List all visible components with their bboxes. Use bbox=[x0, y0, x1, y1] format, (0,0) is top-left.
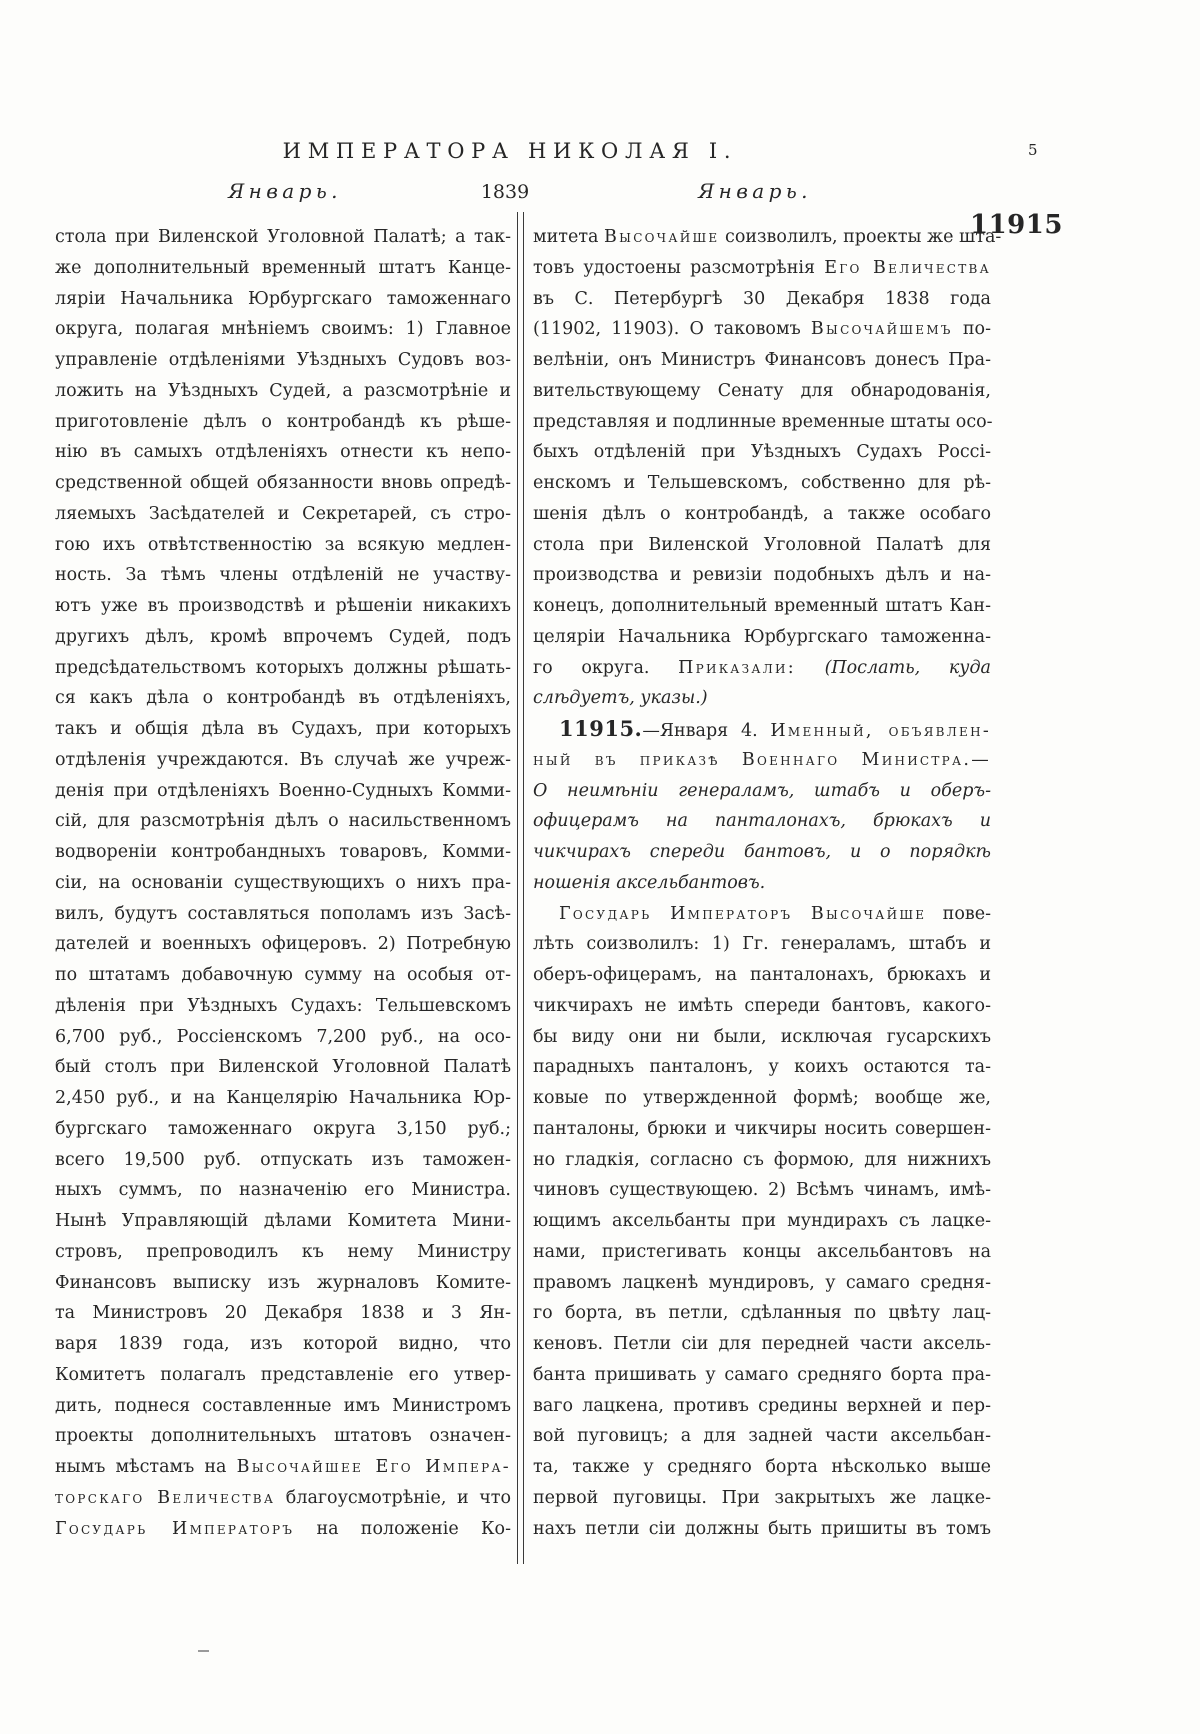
text-run: конецъ, дополнительный временный штатъ Кан- bbox=[533, 596, 991, 616]
text-line bbox=[533, 1268, 991, 1299]
text-line bbox=[533, 407, 991, 438]
text-run: другихъ дѣлъ, кромѣ впрочемъ Судей, подъ bbox=[55, 626, 511, 647]
text-run: ность. За тѣмъ члены отдѣленій не участву- bbox=[55, 565, 511, 586]
text-run: по- bbox=[952, 319, 991, 340]
text-line bbox=[533, 591, 991, 622]
text-run: на положеніе Ко- bbox=[294, 1518, 511, 1539]
text-line bbox=[533, 683, 991, 714]
text-line bbox=[55, 468, 511, 499]
text-line bbox=[533, 1083, 991, 1114]
text-line bbox=[55, 1175, 511, 1206]
text-run: чикчирахъ спереди бантовъ, и о порядкѣ bbox=[533, 842, 991, 862]
text-line bbox=[55, 1483, 511, 1514]
text-run: Государь Императоръ Высочайше bbox=[559, 903, 927, 924]
page-number: 5 bbox=[1028, 141, 1038, 159]
text-run: ютъ уже въ производствѣ и рѣшеніи никакихъ bbox=[55, 596, 511, 616]
text-line bbox=[55, 745, 511, 776]
text-run: варя 1839 года, изъ которой видно, что bbox=[55, 1334, 511, 1354]
text-line bbox=[55, 1052, 511, 1083]
text-run: ющимъ аксельбанты при мундирахъ съ лацке- bbox=[533, 1211, 991, 1231]
text-line bbox=[533, 837, 991, 868]
text-line bbox=[533, 222, 1002, 253]
text-line bbox=[533, 991, 991, 1022]
text-run: торскаго Величества bbox=[55, 1487, 276, 1508]
text-line bbox=[533, 1483, 991, 1514]
text-line bbox=[533, 1298, 991, 1329]
text-run: гою ихъ отвѣтственностію за всякую медлен- bbox=[55, 534, 511, 555]
text-run: 2,450 руб., и на Канцелярію Начальника Юр- bbox=[55, 1088, 511, 1108]
text-line bbox=[533, 1237, 991, 1268]
text-run: бургскаго таможеннаго округа 3,150 руб.; bbox=[55, 1118, 511, 1139]
text-line bbox=[533, 376, 991, 407]
text-line bbox=[533, 1022, 991, 1053]
text-line bbox=[55, 1206, 511, 1237]
text-run: ложить на Уѣздныхъ Судей, а разсмотрѣніе и bbox=[55, 380, 511, 401]
text-run: производства и ревизіи подобныхъ дѣлъ и на- bbox=[533, 565, 991, 586]
text-run: первой пуговицы. При закрытыхъ же лацке- bbox=[533, 1487, 991, 1508]
text-run: —Января 4. bbox=[642, 721, 771, 741]
text-run: чикчирахъ не имѣть спереди бантовъ, какого- bbox=[533, 995, 991, 1016]
text-run: бый столъ при Виленской Уголовной Палатѣ bbox=[55, 1057, 511, 1078]
text-run: такъ и общія дѣла въ Судахъ, при которыхъ bbox=[55, 719, 511, 739]
text-run: управленіе отдѣленіями Уѣздныхъ Судовъ воз- bbox=[55, 350, 511, 370]
text-line bbox=[55, 1329, 511, 1360]
text-run: (Послать, куда bbox=[824, 657, 991, 678]
text-line bbox=[533, 1206, 991, 1237]
text-run: чиновъ существующею. 2) Всѣмъ чинамъ, имѣ- bbox=[533, 1180, 991, 1201]
text-run: проекты дополнительныхъ штатовъ означен- bbox=[55, 1426, 511, 1447]
text-run: ный въ приказѣ Военнаго Министра.— bbox=[533, 749, 991, 770]
scan-speck bbox=[198, 1650, 209, 1652]
text-line bbox=[55, 437, 511, 468]
text-run: по штатамъ добавочную сумму на особыя от- bbox=[55, 965, 511, 985]
left-column bbox=[55, 222, 511, 1544]
text-line bbox=[55, 776, 511, 807]
text-line bbox=[55, 960, 511, 991]
text-run: нами, пристегивать концы аксельбантовъ на bbox=[533, 1241, 991, 1262]
text-run: ковые по утвержденной формѣ; вообще же, bbox=[533, 1088, 991, 1108]
text-line bbox=[55, 868, 511, 899]
text-run: Приказали: bbox=[678, 657, 796, 678]
text-line bbox=[533, 345, 991, 376]
text-run: товъ удостоены разсмотрѣнія bbox=[533, 257, 825, 278]
text-run: водвореніи контробандныхъ товаровъ, Комми- bbox=[55, 842, 511, 862]
text-line bbox=[533, 1052, 991, 1083]
text-line bbox=[55, 1360, 511, 1391]
text-run: шенія дѣлъ о контробандѣ, а также особаго bbox=[533, 503, 991, 524]
text-run: офицерамъ на панталонахъ, брюкахъ и bbox=[533, 811, 991, 832]
text-line bbox=[533, 929, 991, 960]
text-run: нахъ петли сіи должны быть пришиты въ томъ bbox=[533, 1518, 991, 1539]
text-line bbox=[55, 1298, 511, 1329]
text-run: та, также у средняго борта нѣсколько выше bbox=[533, 1457, 991, 1477]
running-head-month-right: Январь. bbox=[698, 179, 812, 203]
margin-act-number: 11915 bbox=[970, 210, 1063, 240]
text-line bbox=[55, 837, 511, 868]
text-line bbox=[55, 1268, 511, 1299]
text-line bbox=[533, 1452, 991, 1483]
text-run: дить, поднеся составленные имъ Министромъ bbox=[55, 1395, 511, 1416]
text-run: вительствующему Сенату для обнародованія, bbox=[533, 380, 991, 401]
text-line bbox=[55, 806, 511, 837]
text-run: приготовленіе дѣлъ о контробандѣ къ рѣше- bbox=[55, 411, 511, 432]
text-run: благоусмотрѣніе, и что bbox=[275, 1487, 511, 1508]
text-run: го округа. bbox=[533, 657, 679, 678]
text-run: ся какъ дѣла о контробандѣ въ отдѣленіяхъ, bbox=[55, 688, 511, 709]
text-run: нымъ мѣстамъ на bbox=[55, 1457, 237, 1477]
text-line bbox=[55, 1114, 511, 1145]
text-run: ныхъ суммъ, по назначенію его Министра. bbox=[55, 1180, 511, 1201]
text-run: вой пуговицъ; а для задней части аксельбан- bbox=[533, 1426, 991, 1447]
text-line bbox=[533, 745, 991, 776]
text-line bbox=[55, 284, 511, 315]
text-line bbox=[55, 1514, 511, 1545]
text-line bbox=[533, 437, 991, 468]
running-head-month-left: Январь. bbox=[228, 179, 342, 203]
text-line bbox=[533, 284, 991, 315]
text-run: отдѣленія учреждаются. Въ случаѣ же учреж- bbox=[55, 749, 511, 770]
running-head-year: 1839 bbox=[480, 181, 530, 203]
text-run: ляріи Начальника Юрбургскаго таможеннаго bbox=[55, 288, 511, 309]
text-run: бы виду они ни были, исключая гусарскихъ bbox=[533, 1026, 991, 1047]
text-run: стола при Виленской Уголовной Палатѣ для bbox=[533, 534, 991, 555]
text-line bbox=[533, 1114, 991, 1145]
text-line bbox=[55, 991, 511, 1022]
text-line bbox=[55, 1391, 511, 1422]
text-line bbox=[533, 653, 991, 684]
text-line bbox=[533, 1329, 991, 1360]
text-run: Его Величества bbox=[824, 257, 991, 278]
text-line bbox=[533, 960, 991, 991]
text-line bbox=[533, 560, 991, 591]
text-run: целяріи Начальника Юрбургскаго таможенна- bbox=[533, 626, 991, 647]
text-run: панталоны, брюки и чикчиры носить совершен- bbox=[533, 1118, 991, 1139]
text-line bbox=[55, 622, 511, 653]
text-line bbox=[55, 345, 511, 376]
text-run: дателей и военныхъ офицеровъ. 2) Потребную bbox=[55, 934, 511, 955]
text-line bbox=[533, 468, 991, 499]
text-run: та Министровъ 20 Декабря 1838 и 3 Ян- bbox=[55, 1303, 511, 1324]
text-run: банта пришивать у самаго средняго борта пра- bbox=[533, 1364, 991, 1385]
page-title: ИМПЕРАТОРА НИКОЛАЯ I. bbox=[282, 139, 738, 163]
text-run: ваго лацкена, противъ средины верхней и пер- bbox=[533, 1395, 991, 1416]
text-line bbox=[533, 1360, 991, 1391]
text-line bbox=[533, 314, 991, 345]
text-run: Государь Императоръ bbox=[55, 1518, 295, 1539]
text-line bbox=[55, 591, 511, 622]
text-line bbox=[533, 1514, 991, 1545]
text-run: стола при Виленской Уголовной Палатѣ; а так- bbox=[55, 227, 511, 247]
text-run bbox=[796, 658, 825, 678]
text-run: ляемыхъ Засѣдателей и Секретарей, съ стро- bbox=[55, 503, 511, 524]
text-line bbox=[55, 530, 511, 561]
text-run: соизволилъ, проекты же шта- bbox=[719, 227, 1002, 247]
text-run: лѣть соизволилъ: 1) Гг. генераламъ, штабъ и bbox=[533, 934, 991, 955]
text-run: средственной общей обязанности вновь опредѣ- bbox=[55, 473, 511, 493]
text-line bbox=[533, 899, 991, 930]
text-run: правомъ лацкенѣ мундировъ, у самаго средня- bbox=[533, 1272, 991, 1293]
text-run: округа, полагая мнѣніемъ своимъ: 1) Главное bbox=[55, 319, 511, 340]
text-run: предсѣдательствомъ которыхъ должны рѣшать- bbox=[55, 657, 511, 678]
text-run: 6,700 руб., Россіенскомъ 7,200 руб., на осо- bbox=[55, 1026, 511, 1047]
text-line bbox=[55, 714, 511, 745]
text-line bbox=[55, 499, 511, 530]
text-line bbox=[55, 899, 511, 930]
column-divider-rule bbox=[517, 212, 524, 1564]
text-line bbox=[55, 1452, 511, 1483]
text-run: О неимѣніи генераламъ, штабъ и оберъ- bbox=[533, 780, 991, 801]
text-run: Именный, объявлен- bbox=[770, 721, 992, 741]
text-line bbox=[533, 868, 991, 899]
text-line bbox=[55, 560, 511, 591]
text-run: оберъ-офицерамъ, на панталонахъ, брюкахъ и bbox=[533, 965, 991, 985]
text-line bbox=[55, 253, 511, 284]
text-run: денія при отдѣленіяхъ Военно-Судныхъ Комми- bbox=[55, 780, 511, 801]
text-line bbox=[533, 622, 991, 653]
text-run: 11915. bbox=[559, 716, 643, 741]
text-line bbox=[55, 1083, 511, 1114]
text-run: Комитетъ полагалъ представленіе его утвер- bbox=[55, 1364, 511, 1385]
text-run: Высочайшее Его Импера- bbox=[236, 1457, 511, 1477]
text-run: кеновъ. Петли сіи для передней части аксель- bbox=[533, 1334, 991, 1354]
text-line bbox=[55, 222, 511, 253]
text-line bbox=[533, 1145, 991, 1176]
text-run: слѣдуетъ, указы.) bbox=[533, 688, 708, 709]
text-line bbox=[533, 1421, 991, 1452]
text-line bbox=[533, 714, 991, 745]
text-line bbox=[533, 253, 991, 284]
text-run: парадныхъ панталонъ, у коихъ остаются та- bbox=[533, 1057, 991, 1078]
text-run: но гладкія, согласно съ формою, для нижнихъ bbox=[533, 1149, 991, 1170]
text-line bbox=[55, 1237, 511, 1268]
text-run: всего 19,500 руб. отпускать изъ таможен- bbox=[55, 1149, 511, 1170]
text-run: въ С. Петербургѣ 30 Декабря 1838 года bbox=[533, 288, 991, 309]
text-line bbox=[55, 376, 511, 407]
text-run: го борта, въ петли, сдѣланныя по цвѣту лац- bbox=[533, 1303, 991, 1324]
text-line bbox=[533, 1391, 991, 1422]
text-line bbox=[55, 1421, 511, 1452]
text-line bbox=[533, 806, 991, 837]
text-run: енскомъ и Тельшевскомъ, собственно для рѣ- bbox=[533, 473, 991, 493]
text-run: (11902, 11903). О таковомъ bbox=[533, 319, 811, 340]
text-run: сіи, на основаніи существующихъ о нихъ пра- bbox=[55, 872, 511, 893]
text-run: Финансовъ выписку изъ журналовъ Комите- bbox=[55, 1272, 511, 1293]
text-run: Нынѣ Управляющій дѣлами Комитета Мини- bbox=[55, 1211, 511, 1231]
text-run: Высочайшемъ bbox=[810, 319, 953, 340]
text-line bbox=[533, 1175, 991, 1206]
text-line bbox=[533, 776, 991, 807]
text-line bbox=[55, 314, 511, 345]
text-line bbox=[533, 499, 991, 530]
text-run: стровъ, препроводилъ къ нему Министру bbox=[55, 1241, 511, 1262]
text-run: пове- bbox=[926, 903, 992, 924]
text-line bbox=[533, 530, 991, 561]
text-run: нію въ самыхъ отдѣленіяхъ отнести къ непо- bbox=[55, 442, 511, 463]
text-line bbox=[55, 1022, 511, 1053]
text-run: представляя и подлинные временные штаты осо- bbox=[533, 411, 993, 432]
text-run: ношенія аксельбантовъ. bbox=[533, 872, 766, 893]
text-line bbox=[55, 683, 511, 714]
text-run: же дополнительный временный штатъ Канце- bbox=[55, 257, 511, 278]
text-line bbox=[55, 1145, 511, 1176]
text-run: дѣленія при Уѣздныхъ Судахъ: Тельшевскомъ bbox=[55, 995, 511, 1016]
text-run: вилъ, будутъ составляться пополамъ изъ Засѣ- bbox=[55, 903, 511, 924]
text-line bbox=[55, 929, 511, 960]
text-run: Высочайше bbox=[604, 227, 720, 247]
text-run: быхъ отдѣленій при Уѣздныхъ Судахъ Россі- bbox=[533, 442, 991, 463]
text-run: митета bbox=[533, 227, 604, 247]
text-line bbox=[55, 407, 511, 438]
text-run: велѣніи, онъ Министръ Финансовъ донесъ Пра- bbox=[533, 350, 991, 370]
text-line bbox=[55, 653, 511, 684]
text-run: сій, для разсмотрѣнія дѣлъ о насильственномъ bbox=[55, 811, 511, 832]
right-column bbox=[533, 222, 1002, 1544]
